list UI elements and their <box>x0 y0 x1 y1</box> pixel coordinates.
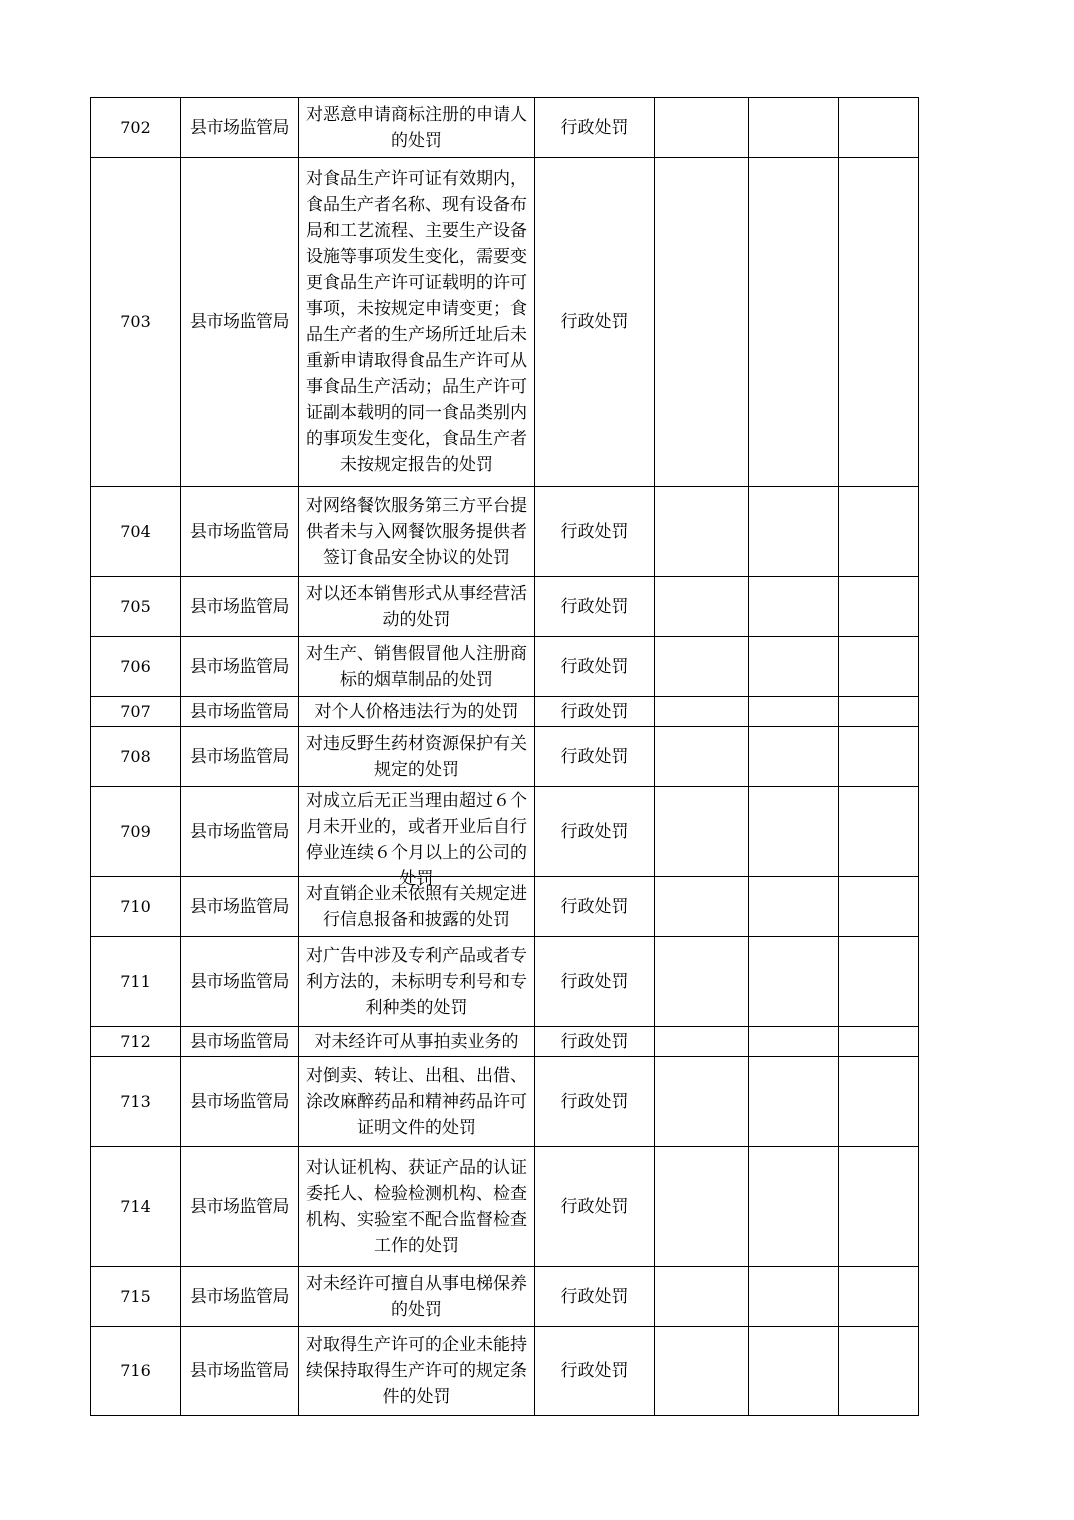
table-row <box>91 1147 919 1267</box>
item-cell <box>299 1057 535 1147</box>
department-cell: 县市场监管局 <box>181 1057 299 1147</box>
department-cell: 县市场监管局 <box>181 487 299 577</box>
table-row <box>91 1027 919 1057</box>
type-cell: 行政处罚 <box>535 487 655 577</box>
empty-cell <box>839 1327 919 1416</box>
table-row <box>91 697 919 727</box>
empty-cell <box>655 1327 749 1416</box>
empty-cell <box>749 1267 839 1327</box>
table-row <box>91 98 919 158</box>
empty-cell <box>749 1057 839 1147</box>
type-cell: 行政处罚 <box>535 1147 655 1267</box>
empty-cell <box>655 697 749 727</box>
item-cell <box>299 787 535 889</box>
row-number: 710 <box>91 877 181 937</box>
empty-cell <box>749 787 839 877</box>
empty-cell <box>749 1327 839 1416</box>
type-cell: 行政处罚 <box>535 98 655 158</box>
empty-cell <box>839 727 919 787</box>
item-text: 对以还本销售形式从事经营活动的处罚 <box>306 583 527 630</box>
empty-cell <box>839 1057 919 1147</box>
item-text: 对食品生产许可证有效期内，食品生产者名称、现有设备布局和工艺流程、主要生产设备设施等事项发生变化，需要变更食品生产许可证载明的许可事项，未按规定申请变更；食品生产者的生产场所迁址后未重新申请取得食品生产许可从事食品生产活动；品生产许可证副本载明的同一食品类别内的事项发生变化，食品生产者未按规定报告的处罚 <box>306 169 527 475</box>
table-row <box>91 877 919 937</box>
type-cell: 行政处罚 <box>535 1267 655 1327</box>
item-text: 对生产、销售假冒他人注册商标的烟草制品的处罚 <box>306 643 527 690</box>
item-text: 对认证机构、获证产品的认证委托人、检验检测机构、检查机构、实验室不配合监督检查工作的处罚 <box>306 1157 527 1256</box>
row-number: 716 <box>91 1327 181 1416</box>
empty-cell <box>655 727 749 787</box>
type-cell: 行政处罚 <box>535 1057 655 1147</box>
row-number: 705 <box>91 577 181 637</box>
row-number: 702 <box>91 98 181 158</box>
empty-cell <box>655 1267 749 1327</box>
item-cell <box>299 577 535 637</box>
empty-cell <box>655 158 749 487</box>
empty-cell <box>655 937 749 1027</box>
department-cell: 县市场监管局 <box>181 787 299 877</box>
item-text: 对广告中涉及专利产品或者专利方法的，未标明专利号和专利种类的处罚 <box>306 945 527 1018</box>
empty-cell <box>655 98 749 158</box>
empty-cell <box>839 787 919 877</box>
type-cell: 行政处罚 <box>535 577 655 637</box>
row-number: 711 <box>91 937 181 1027</box>
type-cell: 行政处罚 <box>535 787 655 877</box>
item-text: 对取得生产许可的企业未能持续保持取得生产许可的规定条件的处罚 <box>306 1335 527 1407</box>
table-row <box>91 787 919 877</box>
empty-cell <box>655 1057 749 1147</box>
row-number: 709 <box>91 787 181 877</box>
empty-cell <box>655 487 749 577</box>
empty-cell <box>839 1027 919 1057</box>
item-text: 对未经许可从事拍卖业务的 <box>314 1031 519 1052</box>
item-cell <box>299 727 535 787</box>
department-cell: 县市场监管局 <box>181 697 299 727</box>
department-cell: 县市场监管局 <box>181 937 299 1027</box>
enforcement-items-table <box>90 97 919 1416</box>
type-cell: 行政处罚 <box>535 1027 655 1057</box>
item-text: 对未经许可擅自从事电梯保养的处罚 <box>306 1273 527 1320</box>
department-cell: 县市场监管局 <box>181 1027 299 1057</box>
item-cell <box>299 1147 535 1267</box>
department-cell: 县市场监管局 <box>181 1327 299 1416</box>
type-cell: 行政处罚 <box>535 937 655 1027</box>
empty-cell <box>749 1147 839 1267</box>
table-row <box>91 577 919 637</box>
empty-cell <box>839 697 919 727</box>
empty-cell <box>839 577 919 637</box>
item-text: 对倒卖、转让、出租、出借、涂改麻醉药品和精神药品许可证明文件的处罚 <box>306 1065 527 1138</box>
department-cell: 县市场监管局 <box>181 727 299 787</box>
empty-cell <box>655 1027 749 1057</box>
department-cell: 县市场监管局 <box>181 1267 299 1327</box>
empty-cell <box>749 98 839 158</box>
empty-cell <box>749 697 839 727</box>
item-cell <box>299 697 535 727</box>
empty-cell <box>839 487 919 577</box>
table-row <box>91 158 919 487</box>
item-text: 对个人价格违法行为的处罚 <box>314 701 519 722</box>
empty-cell <box>749 158 839 487</box>
empty-cell <box>655 637 749 697</box>
row-number: 708 <box>91 727 181 787</box>
item-text: 对成立后无正当理由超过６个月未开业的，或者开业后自行停业连续６个月以上的公司的处罚 <box>306 790 527 889</box>
item-cell <box>299 158 535 487</box>
type-cell: 行政处罚 <box>535 158 655 487</box>
type-cell: 行政处罚 <box>535 1327 655 1416</box>
empty-cell <box>749 637 839 697</box>
empty-cell <box>839 937 919 1027</box>
empty-cell <box>749 1027 839 1057</box>
row-number: 713 <box>91 1057 181 1147</box>
department-cell: 县市场监管局 <box>181 158 299 487</box>
item-cell <box>299 1027 535 1057</box>
item-cell <box>299 1267 535 1327</box>
row-number: 715 <box>91 1267 181 1327</box>
table-row <box>91 1267 919 1327</box>
row-number: 712 <box>91 1027 181 1057</box>
type-cell: 行政处罚 <box>535 637 655 697</box>
empty-cell <box>839 1267 919 1327</box>
item-cell <box>299 487 535 577</box>
item-cell <box>299 877 535 937</box>
empty-cell <box>749 727 839 787</box>
empty-cell <box>839 1147 919 1267</box>
empty-cell <box>749 877 839 937</box>
item-text: 对直销企业未依照有关规定进行信息报备和披露的处罚 <box>306 883 527 930</box>
item-cell <box>299 637 535 697</box>
table-row <box>91 1057 919 1147</box>
empty-cell <box>839 637 919 697</box>
type-cell: 行政处罚 <box>535 697 655 727</box>
empty-cell <box>655 1147 749 1267</box>
item-cell <box>299 98 535 158</box>
row-number: 706 <box>91 637 181 697</box>
row-number: 714 <box>91 1147 181 1267</box>
empty-cell <box>749 577 839 637</box>
type-cell: 行政处罚 <box>535 877 655 937</box>
row-number: 704 <box>91 487 181 577</box>
empty-cell <box>749 487 839 577</box>
department-cell: 县市场监管局 <box>181 577 299 637</box>
item-cell <box>299 937 535 1027</box>
item-cell <box>299 1327 535 1416</box>
table-row <box>91 637 919 697</box>
department-cell: 县市场监管局 <box>181 877 299 937</box>
row-number: 707 <box>91 697 181 727</box>
empty-cell <box>839 158 919 487</box>
table-row <box>91 937 919 1027</box>
item-text: 对网络餐饮服务第三方平台提供者未与入网餐饮服务提供者签订食品安全协议的处罚 <box>306 495 527 568</box>
empty-cell <box>655 787 749 877</box>
table-row <box>91 1327 919 1416</box>
item-text: 对恶意申请商标注册的申请人的处罚 <box>306 104 527 151</box>
empty-cell <box>655 877 749 937</box>
department-cell: 县市场监管局 <box>181 98 299 158</box>
department-cell: 县市场监管局 <box>181 637 299 697</box>
department-cell: 县市场监管局 <box>181 1147 299 1267</box>
empty-cell <box>749 937 839 1027</box>
empty-cell <box>655 577 749 637</box>
item-text: 对违反野生药材资源保护有关规定的处罚 <box>306 733 527 780</box>
empty-cell <box>839 98 919 158</box>
type-cell: 行政处罚 <box>535 727 655 787</box>
table-row <box>91 727 919 787</box>
empty-cell <box>839 877 919 937</box>
table-row <box>91 487 919 577</box>
row-number: 703 <box>91 158 181 487</box>
